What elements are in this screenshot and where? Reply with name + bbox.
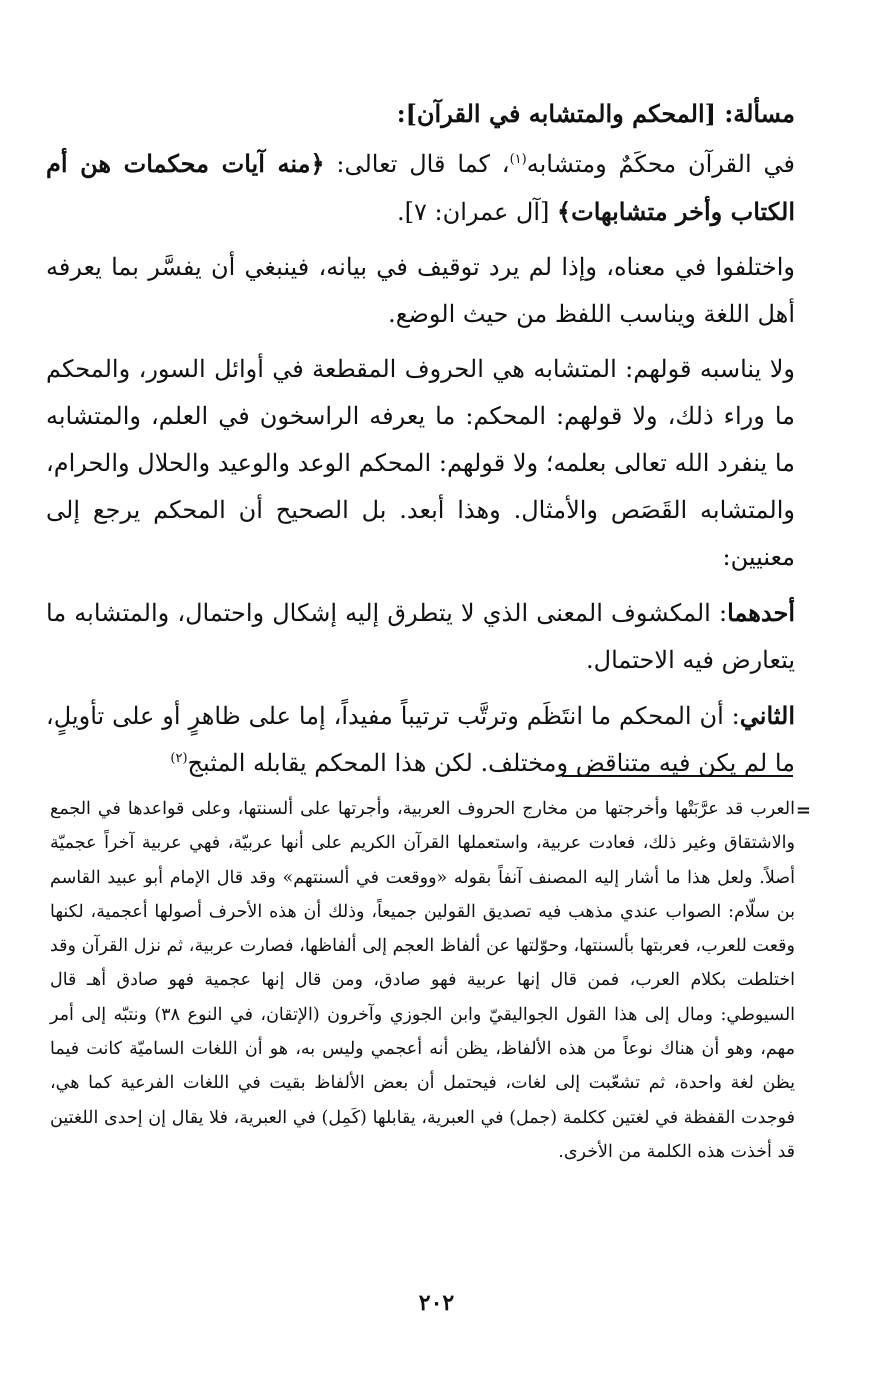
paragraph-4-text: : المكشوف المعنى الذي لا يتطرق إليه إشكال واحتمال، والمتشابه ما يتعارض فيه الاحتمال. <box>46 599 795 674</box>
paragraph-1-text: في القرآن محكَمٌ ومتشابه <box>526 150 795 178</box>
quran-verse: ﴿منه آيات محكمات هن أم الكتاب وأخر متشابهات﴾ <box>46 149 795 226</box>
paragraph-3: ولا يناسبه قولهم: المتشابه هي الحروف المقطعة في أوائل السور، والمحكم ما وراء ذلك، ولا قولهم: المحكم: ما يعرفه الراسخون في العلم، والمتشابه ما ينفرد الله تعالى بعلمه؛ ولا قولهم: المحكم الوعد والوعيد والحلال والحرام، والمتشابه القَصَص والأمثال. وهذا أبعد. بل الصحيح أن المحكم يرجع إلى معنيين: <box>46 355 795 571</box>
footnote-continuation-mark: = <box>795 800 811 821</box>
paragraph-5 <box>46 692 795 787</box>
footnote-separator <box>562 775 793 777</box>
paragraph-1 <box>46 140 795 236</box>
verse-reference: [آل عمران: ٧]. <box>396 198 558 226</box>
page-number: ٢٠٢ <box>418 1290 455 1316</box>
paragraph-2: واختلفوا في معناه، وإذا لم يرد توقيف في بيانه، فينبغي أن يفسَّر بما يعرفه أهل اللغة ويناسب اللفظ من حيث الوضع. <box>46 253 795 328</box>
footnote-text: العرب قد عرَّبَتْها وأخرجتها من مخارج الحروف العربية، وأجرتها على ألسنتها، وعلى قواعدها في الجمع والاشتقاق وغير ذلك، فعادت عربية، واستعملها القرآن الكريم على أنها عربيّة، فهي عربية آخراً عجميّة أصلاً. ولعل هذا ما أشار إليه المصنف آنفاً بقوله «ووقعت في ألسنتهم» وقد قال الإمام أبو عبيد القاسم بن سلّام: الصواب عندي مذهب فيه تصديق القولين جميعاً، وذلك أن هذه الأحرف أصولها أعجمية، لكنها وقعت للعرب، فعربتها بألسنتها، وحوّلتها عن ألفاظ العجم إلى ألفاظها، فصارت عربية، ثم نزل القرآن وقد اختلطت بكلام العرب، فمن قال إنها عربية فهو صادق، ومن قال إنها عجمية فهو صادق أهـ قال السيوطي: ومال إلى هذا القول الجواليقيّ وابن الجوزي وآخرون (الإتقان، في النوع ٣٨) ونتبّه إلى أمر مهم، وهو أن هناك نوعاً من هذه الألفاظ، يظن أنه أعجمي وليس به، هو أن اللغات الساميّة كانت فيما يظن لغة واحدة، ثم تشعّبت إلى لغات، فيحتمل أن بعض الألفاظ بقيت في اللغات الفرعية كما هي، فوجدت القفظة في لغتين ككلمة (جمل) في العبرية، يقابلها (كَمِل) في العبرية، فلا يقال إن إحدى اللغتين قد أخذت هذه الكلمة من الأخرى. <box>50 799 796 1162</box>
paragraph-5-lead: الثاني <box>739 701 795 730</box>
main-text <box>46 92 795 795</box>
footnote-ref-2: (٢) <box>170 751 188 766</box>
paragraph-5-text: : أن المحكم ما انتَظَم وترتَّب ترتيباً مفيداً، إما على ظاهرٍ أو على تأويلٍ، ما لم يكن فيه متناقض ومختلف. لكن هذا المحكم يقابله المثبج <box>46 702 795 777</box>
paragraph-1-text-cont: ، كما قال تعالى: <box>324 150 510 178</box>
footnote-ref-1: (١) <box>509 152 527 167</box>
section-heading: مسألة: [المحكم والمتشابه في القرآن]: <box>396 99 795 128</box>
paragraph-4-lead: أحدهما <box>727 598 796 627</box>
paragraph-4 <box>46 589 795 684</box>
